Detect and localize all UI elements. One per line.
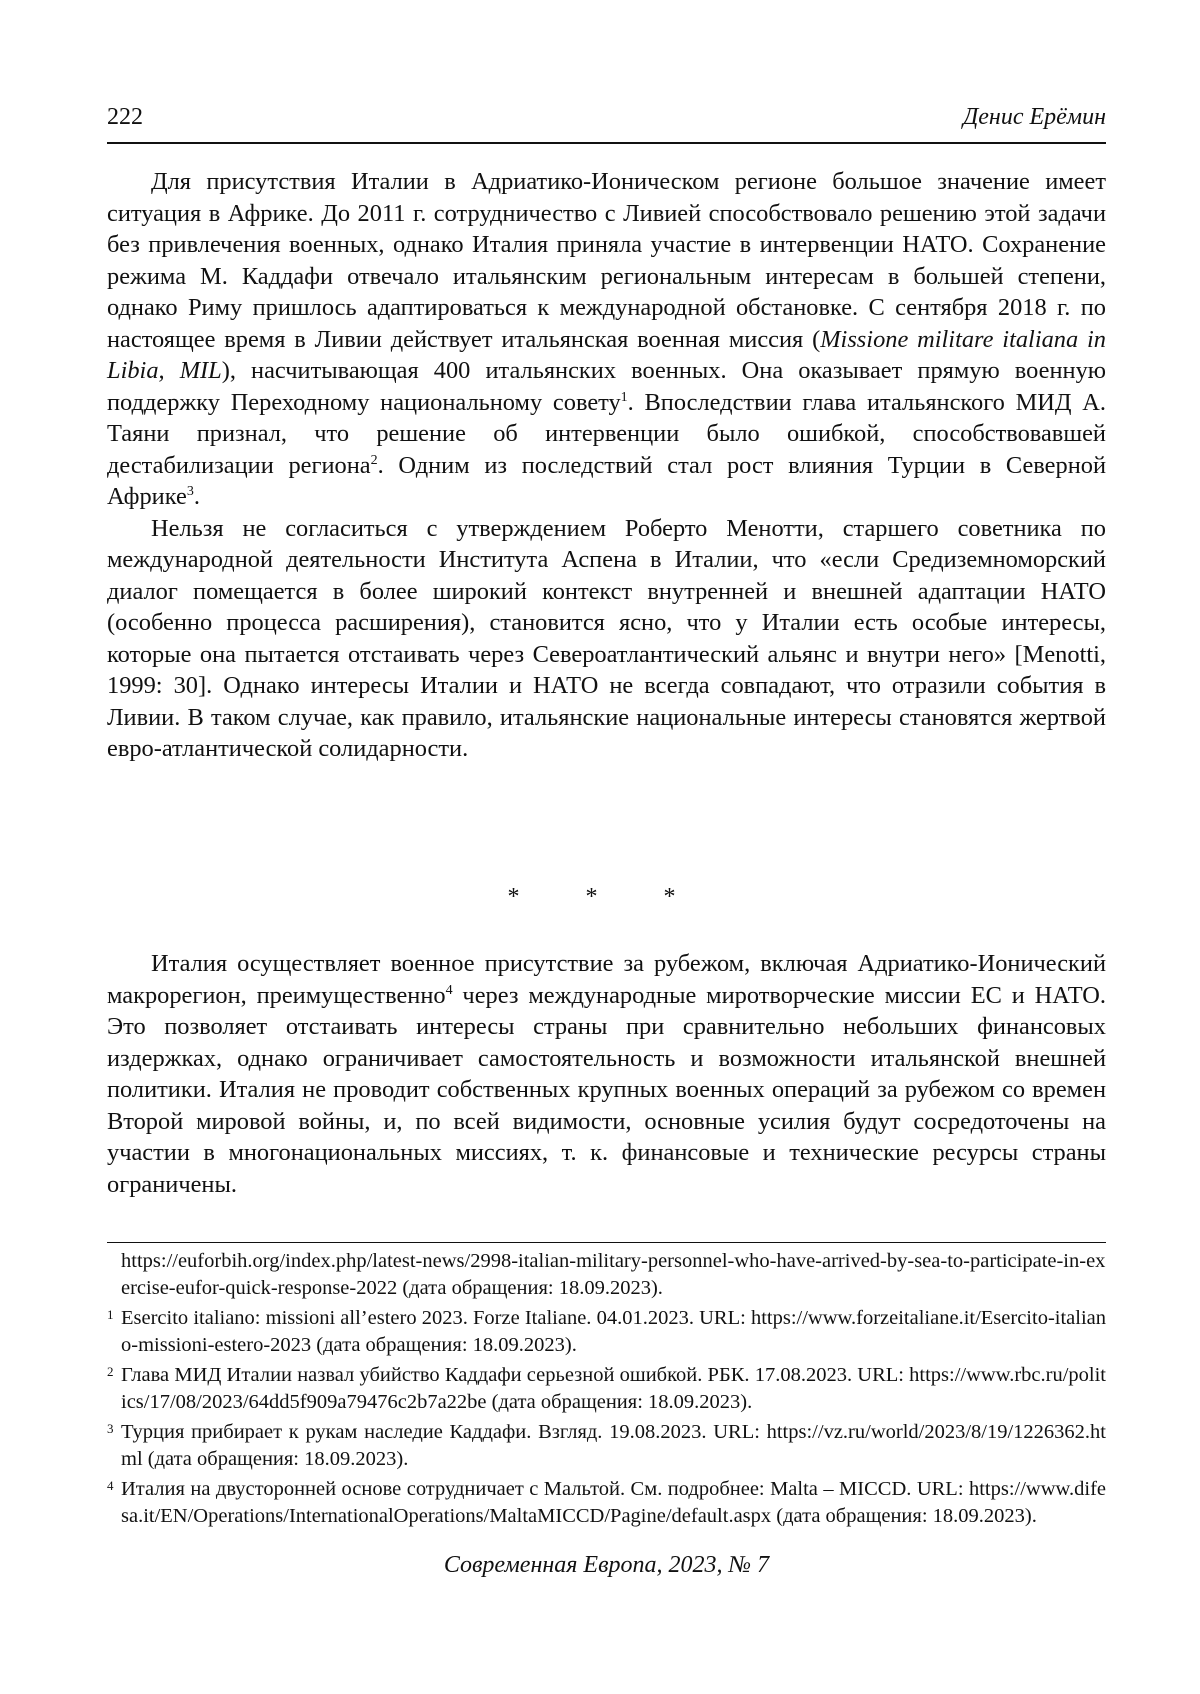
footnote-ref-3[interactable]: 3 (186, 483, 194, 499)
footnote-3 (107, 1419, 1106, 1473)
footnote-ref-2[interactable]: 2 (370, 452, 378, 468)
main-text (107, 166, 1106, 765)
page-header (107, 104, 1106, 144)
page-number: 222 (107, 104, 143, 130)
section-separator: * * * (507, 884, 706, 910)
footnote-divider (107, 1242, 1106, 1243)
header-divider (107, 142, 1106, 144)
footnote-mark: 2 (107, 1364, 114, 1379)
footnote-4 (107, 1476, 1106, 1530)
footnote-mark: 4 (107, 1478, 114, 1493)
footnote-mark: 1 (107, 1307, 114, 1322)
running-head-author: Денис Ерёмин (962, 104, 1106, 130)
footnote-text: Глава МИД Италии назвал убийство Каддафи серьезной ошибкой. РБК. 17.08.2023. URL: https://www.rbc.ru/politics/17/08/2023/64dd5f909a79476c2b7a22be (дата обращения: 18.09.2023). (121, 1364, 1106, 1413)
conclusion-text (107, 948, 1106, 1200)
footnote-2 (107, 1362, 1106, 1416)
footnote-ref-1[interactable]: 1 (620, 389, 628, 405)
footnote-text: Турция прибирает к рукам наследие Каддафи. Взгляд. 19.08.2023. URL: https://vz.ru/world/2023/8/19/1226362.html (дата обращения: 18.09.2023). (121, 1421, 1106, 1470)
footnotes (107, 1248, 1106, 1530)
footnote-1 (107, 1305, 1106, 1359)
footnote-text: Италия на двусторонней основе сотрудничает с Мальтой. См. подробнее: Malta – MICCD. URL: https://www.difesa.it/EN/Operations/InternationalOperations/MaltaMICCD/Pagine/default.aspx (дата обращения: 18.09.2023). (121, 1478, 1106, 1527)
footnote-mark: 3 (107, 1421, 114, 1436)
paragraph-libya: Для присутствия Италии в Адриатико-Ионическом регионе большое значение имеет ситуация в Африке. До 2011 г. сотрудничество с Ливией способствовало решению этой задачи без привлечения военных, однако Италия приняла участие в интервенции НАТО. Сохранение режима М. Каддафи отвечало итальянским региональным интересам в большей степени, однако Риму пришлось адаптироваться к международной обстановке. С сентября 2018 г. по настоящее время в Ливии действует итальянская военная миссия (Missione militare italiana in Libia, MIL), насчитывающая 400 итальянских военных. Она оказывает прямую военную поддержку Переходному национальному совету$^1$. Впоследствии глава итальянского МИД А. Таяни признал, что решение об интервенции было ошибкой, способствовавшей дестабилизации региона$^2$. Одним из последствий стал рост влияния Турции в Северной Африке$^3$. (107, 168, 1106, 510)
paragraph-conclusion: Италия осуществляет военное присутствие за рубежом, включая Адриатико-Ионический макрорегион, преимущественно$^4$ через международные миротворческие миссии ЕС и НАТО. Это позволяет отстаивать интересы страны при сравнительно небольших финансовых издержках, однако ограничивает самостоятельность и возможности итальянской внешней политики. Италия не проводит собственных крупных военных операций за рубежом со времен Второй мировой войны, и, по всей видимости, основные усилия будут сосредоточены на участии в многонациональных миссиях, т. к. финансовые и технические ресурсы страны ограничены. (107, 950, 1106, 1198)
footnote-ref-4[interactable]: 4 (445, 982, 453, 998)
mission-name: Missione militare italiana in Libia, MIL (107, 325, 1106, 384)
footnote-continued: https://euforbih.org/index.php/latest-news/2998-italian-military-personnel-who-have-arrived-by-sea-to-participate-in-exercise-eufor-quick-response-2022 (дата обращения: 18.09.2023). (121, 1250, 1106, 1299)
paragraph-menotti: Нельзя не согласиться с утверждением Роберто Менотти, старшего советника по международной деятельности Института Аспена в Италии, что «если Средиземноморский диалог помещается в более широкий контекст внутренней и внешней адаптации НАТО (особенно процесса расширения), становится ясно, что у Италии есть особые интересы, которые она пытается отстаивать через Североатлантический альянс и внутри него» [Menotti, 1999: 30]. Однако интересы Италии и НАТО не всегда совпадают, что отразили события в Ливии. В таком случае, как правило, итальянские национальные интересы становятся жертвой евро-атлантической солидарности. (107, 514, 1106, 762)
footnote-text: Esercito italiano: missioni all’estero 2023. Forze Italiane. 04.01.2023. URL: https://www.forzeitaliane.it/Esercito-italiano-missioni-estero-2023 (дата обращения: 18.09.2023). (121, 1307, 1106, 1356)
journal-footer: Современная Европа, 2023, № 7 (443, 1552, 770, 1578)
